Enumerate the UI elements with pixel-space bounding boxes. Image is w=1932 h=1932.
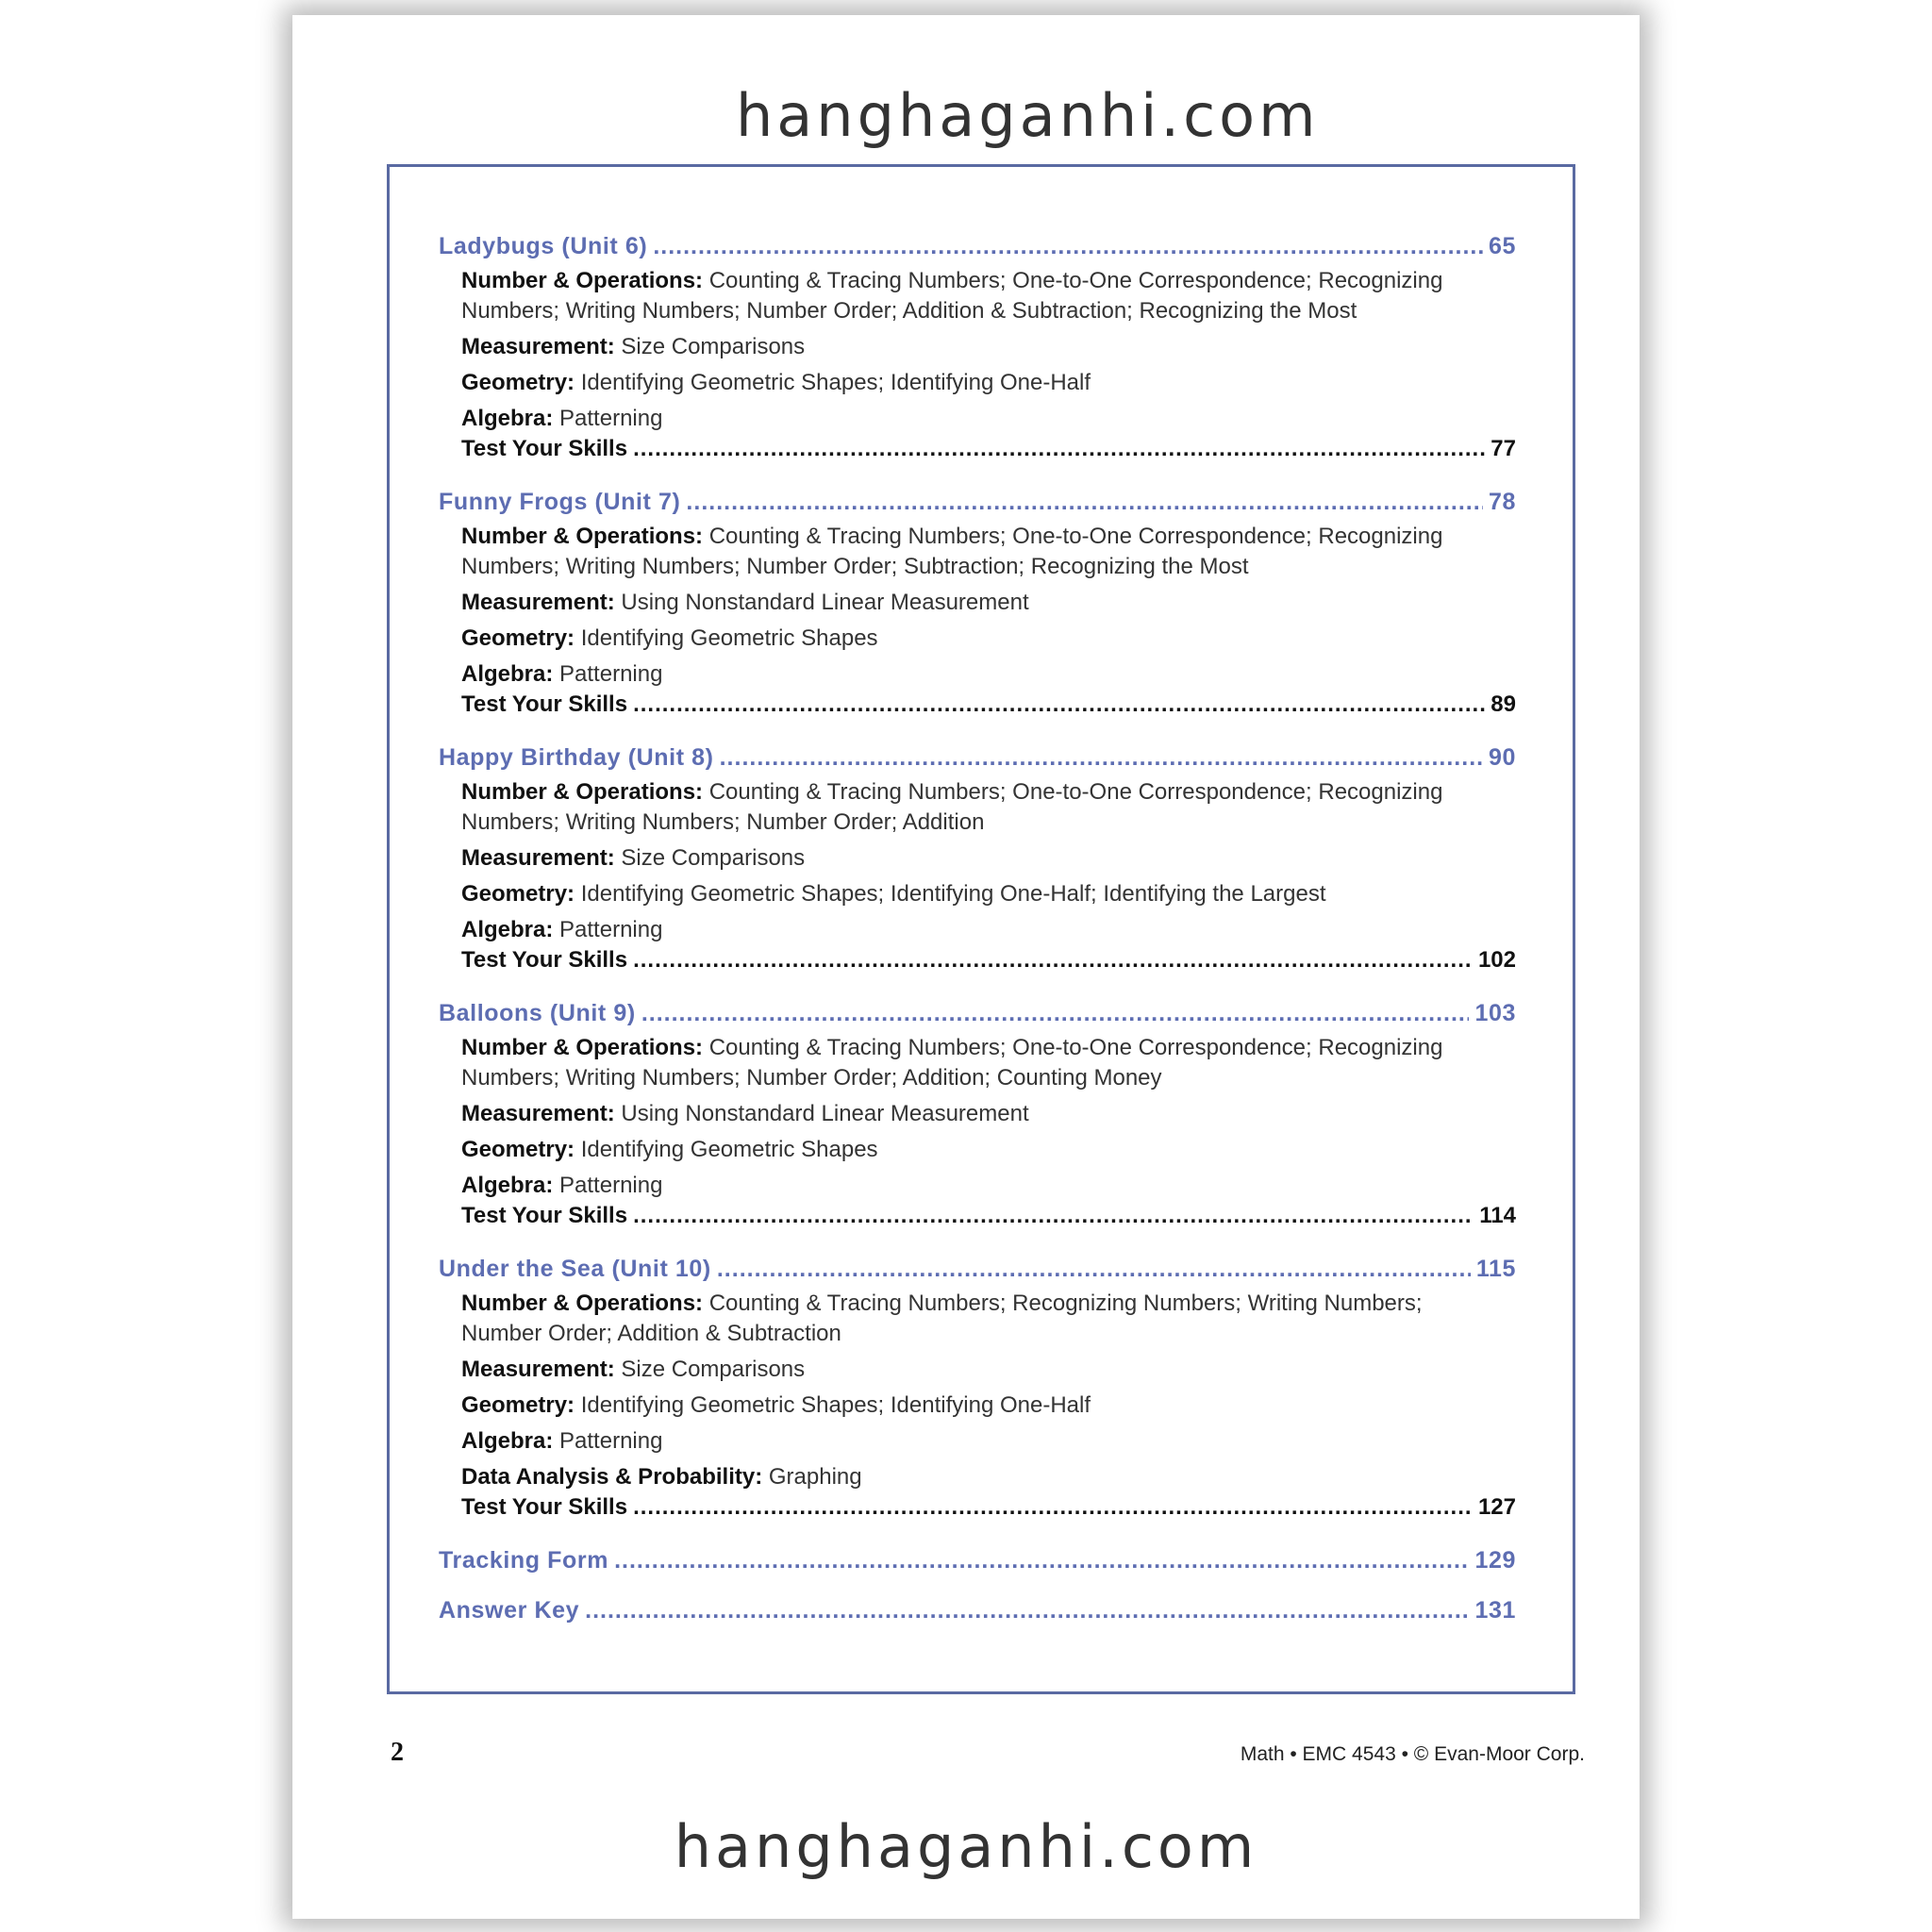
skill-line	[439, 404, 1516, 434]
skill-label: Measurement:	[461, 590, 615, 615]
skill-label: Number & Operations:	[461, 1291, 704, 1316]
test-label: Test Your Skills	[461, 1203, 628, 1228]
unit-title: Ladybugs (Unit 6)	[439, 233, 648, 259]
test-your-skills-row[interactable]	[439, 691, 1516, 718]
unit-page-number: 115	[1475, 1256, 1516, 1282]
skill-line	[439, 588, 1516, 618]
skill-line	[439, 915, 1516, 945]
skill-text: Patterning	[559, 917, 663, 942]
skill-label: Number & Operations:	[461, 1035, 704, 1060]
skill-text: Identifying Geometric Shapes	[580, 1137, 878, 1162]
extra-page-number: 129	[1474, 1547, 1516, 1574]
skill-text: Patterning	[559, 661, 663, 687]
test-page-number: 114	[1479, 1203, 1516, 1228]
unit-title: Funny Frogs (Unit 7)	[439, 489, 681, 515]
unit-title-row[interactable]	[439, 1000, 1516, 1027]
extra-page-number: 131	[1474, 1597, 1516, 1624]
skill-label: Geometry:	[461, 1137, 575, 1162]
test-page-number: 127	[1477, 1494, 1516, 1520]
skill-label: Measurement:	[461, 1101, 615, 1126]
skill-text: Patterning	[559, 406, 663, 431]
unit-section	[439, 1256, 1516, 1521]
skill-text: Counting & Tracing Numbers; One-to-One Correspondence; Recognizing Numbers; Writing Numbers; Number Order; Addition; Counting Money	[461, 1035, 1443, 1091]
unit-section	[439, 233, 1516, 462]
skill-text: Patterning	[559, 1428, 663, 1454]
test-your-skills-row[interactable]	[439, 1203, 1516, 1229]
skill-text: Identifying Geometric Shapes; Identifying One-Half; Identifying the Largest	[580, 881, 1326, 907]
skill-text: Patterning	[559, 1173, 663, 1198]
test-your-skills-row[interactable]	[439, 947, 1516, 974]
skill-text: Using Nonstandard Linear Measurement	[621, 590, 1029, 615]
unit-section	[439, 744, 1516, 974]
test-page-number: 77	[1491, 436, 1516, 461]
skill-line	[439, 266, 1516, 326]
skill-label: Measurement:	[461, 845, 615, 871]
unit-page-number: 65	[1488, 233, 1516, 259]
skill-label: Algebra:	[461, 1173, 554, 1198]
skill-label: Measurement:	[461, 334, 615, 359]
dot-leader	[686, 489, 1483, 516]
footer-copyright: Math • EMC 4543 • © Evan-Moor Corp.	[1240, 1743, 1585, 1765]
skill-label: Number & Operations:	[461, 779, 704, 805]
dot-leader	[614, 1547, 1469, 1574]
skill-label: Geometry:	[461, 1392, 575, 1418]
skill-label: Geometry:	[461, 881, 575, 907]
table-of-contents	[387, 164, 1575, 1694]
toc-extra-row[interactable]	[439, 1597, 1516, 1624]
test-page-number: 89	[1491, 691, 1516, 717]
unit-page-number: 78	[1488, 489, 1516, 515]
test-your-skills-row[interactable]	[439, 436, 1516, 462]
skill-line	[439, 1099, 1516, 1129]
skill-line	[439, 1033, 1516, 1093]
test-page-number: 102	[1477, 947, 1516, 973]
skill-line	[439, 843, 1516, 874]
skill-text: Counting & Tracing Numbers; One-to-One Correspondence; Recognizing Numbers; Writing Numbers; Number Order; Subtraction; Recognizing the Most	[461, 524, 1443, 579]
skill-line	[439, 777, 1516, 838]
test-label: Test Your Skills	[461, 691, 628, 717]
skill-line	[439, 332, 1516, 362]
dot-leader	[717, 1256, 1471, 1283]
skill-line	[439, 879, 1516, 909]
skill-label: Measurement:	[461, 1357, 615, 1382]
skill-line	[439, 368, 1516, 398]
extra-title: Answer Key	[439, 1597, 580, 1624]
toc-list	[439, 233, 1516, 1624]
skill-line	[439, 1462, 1516, 1492]
unit-title-row[interactable]	[439, 1256, 1516, 1283]
skill-line	[439, 1135, 1516, 1165]
skill-label: Geometry:	[461, 370, 575, 395]
extra-title: Tracking Form	[439, 1547, 609, 1574]
skill-label: Algebra:	[461, 1428, 554, 1454]
unit-title: Happy Birthday (Unit 8)	[439, 744, 714, 771]
dot-leader	[585, 1597, 1469, 1624]
skill-line	[439, 1355, 1516, 1385]
unit-title-row[interactable]	[439, 489, 1516, 516]
skill-label: Number & Operations:	[461, 524, 704, 549]
dot-leader	[633, 947, 1473, 974]
watermark-bottom: hanghaganhi.com	[674, 1812, 1258, 1881]
skill-label: Number & Operations:	[461, 268, 704, 293]
skill-text: Using Nonstandard Linear Measurement	[621, 1101, 1029, 1126]
skill-line	[439, 522, 1516, 582]
test-label: Test Your Skills	[461, 436, 628, 461]
test-label: Test Your Skills	[461, 1494, 628, 1520]
skill-line	[439, 624, 1516, 654]
skill-text: Counting & Tracing Numbers; Recognizing Numbers; Writing Numbers; Number Order; Addition & Subtraction	[461, 1291, 1423, 1346]
dot-leader	[720, 744, 1483, 772]
skill-text: Counting & Tracing Numbers; One-to-One Correspondence; Recognizing Numbers; Writing Numbers; Number Order; Addition & Subtraction; Recognizing the Most	[461, 268, 1443, 324]
unit-page-number: 90	[1488, 744, 1516, 771]
skill-text: Graphing	[768, 1464, 862, 1490]
skill-line	[439, 659, 1516, 690]
test-your-skills-row[interactable]	[439, 1494, 1516, 1521]
skill-text: Size Comparisons	[621, 334, 806, 359]
skill-label: Algebra:	[461, 917, 554, 942]
unit-section	[439, 489, 1516, 718]
skill-line	[439, 1426, 1516, 1457]
document-page	[292, 15, 1640, 1919]
unit-title: Balloons (Unit 9)	[439, 1000, 636, 1026]
skill-text: Size Comparisons	[621, 845, 806, 871]
test-label: Test Your Skills	[461, 947, 628, 973]
unit-title-row[interactable]	[439, 744, 1516, 772]
watermark-top: hanghaganhi.com	[736, 81, 1320, 150]
skill-label: Data Analysis & Probability:	[461, 1464, 763, 1490]
skill-line	[439, 1391, 1516, 1421]
unit-title: Under the Sea (Unit 10)	[439, 1256, 711, 1282]
skill-text: Identifying Geometric Shapes	[580, 625, 878, 651]
unit-section	[439, 1000, 1516, 1229]
dot-leader	[633, 1203, 1474, 1229]
skill-text: Identifying Geometric Shapes; Identifying One-Half	[580, 1392, 1091, 1418]
footer-page-number: 2	[391, 1738, 404, 1767]
unit-title-row[interactable]	[439, 233, 1516, 260]
dot-leader	[633, 436, 1485, 462]
dot-leader	[653, 233, 1483, 260]
skill-text: Counting & Tracing Numbers; One-to-One Correspondence; Recognizing Numbers; Writing Numbers; Number Order; Addition	[461, 779, 1443, 835]
unit-page-number: 103	[1474, 1000, 1516, 1026]
skill-label: Algebra:	[461, 406, 554, 431]
dot-leader	[641, 1000, 1470, 1027]
skill-label: Algebra:	[461, 661, 554, 687]
skill-label: Geometry:	[461, 625, 575, 651]
skill-text: Identifying Geometric Shapes; Identifying One-Half	[580, 370, 1091, 395]
skill-line	[439, 1289, 1516, 1349]
dot-leader	[633, 691, 1485, 718]
skill-text: Size Comparisons	[621, 1357, 806, 1382]
skill-line	[439, 1171, 1516, 1201]
toc-extra-row[interactable]	[439, 1547, 1516, 1574]
dot-leader	[633, 1494, 1473, 1521]
